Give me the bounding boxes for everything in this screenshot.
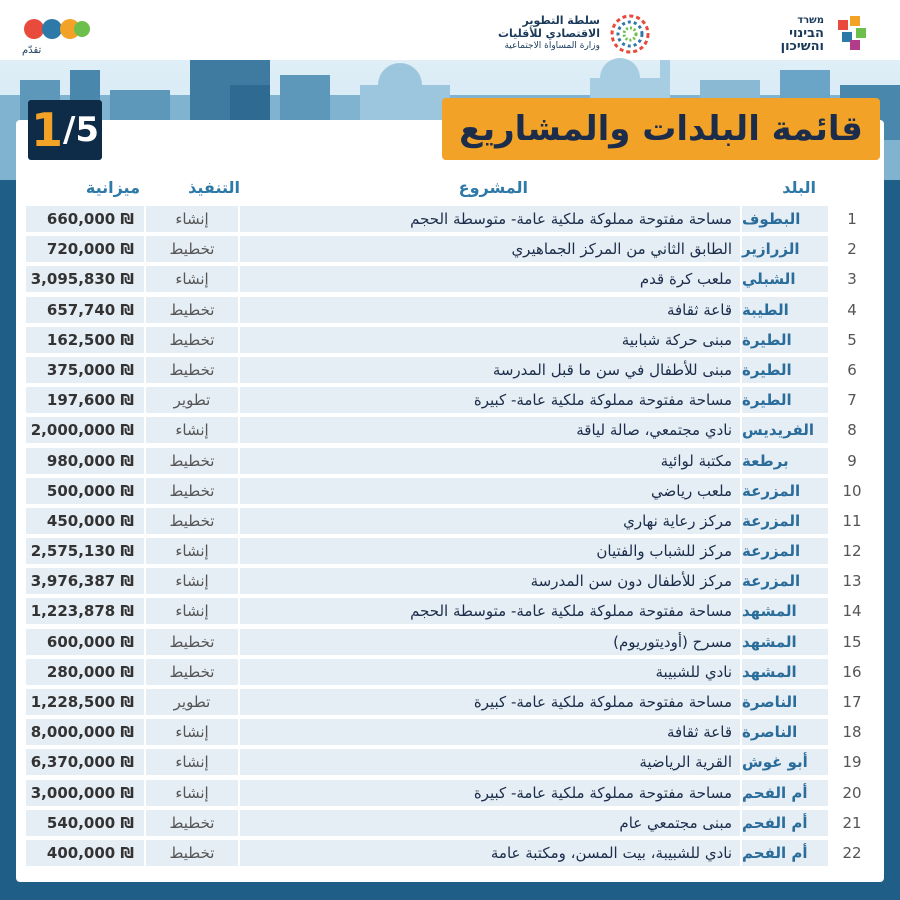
budget-cell: 720,000 ₪ bbox=[26, 236, 144, 262]
project-cell: قاعة ثقافة bbox=[240, 297, 740, 323]
authority-emblem-icon bbox=[608, 12, 652, 56]
town-cell: الناصرة bbox=[742, 689, 828, 715]
table-row bbox=[26, 506, 874, 536]
town-cell: المزرعة bbox=[742, 508, 828, 534]
table-row bbox=[26, 446, 874, 476]
column-header-project: المشروع bbox=[458, 178, 528, 197]
town-cell: الشبلي bbox=[742, 266, 828, 292]
row-number: 9 bbox=[830, 448, 874, 474]
ministry-emblem-icon bbox=[830, 12, 874, 56]
project-cell: مساحة مفتوحة مملوكة ملكية عامة- متوسطة الحجم bbox=[240, 206, 740, 232]
execution-cell: تخطيط bbox=[146, 508, 238, 534]
row-number: 19 bbox=[830, 749, 874, 775]
town-cell: الطيرة bbox=[742, 357, 828, 383]
execution-cell: تخطيط bbox=[146, 448, 238, 474]
table-row bbox=[26, 385, 874, 415]
execution-cell: إنشاء bbox=[146, 749, 238, 775]
project-cell: مساحة مفتوحة مملوكة ملكية عامة- كبيرة bbox=[240, 780, 740, 806]
budget-cell: 8,000,000 ₪ bbox=[26, 719, 144, 745]
town-cell: المزرعة bbox=[742, 568, 828, 594]
table-row bbox=[26, 415, 874, 445]
project-cell: نادي للشبيبة، بيت المسن، ومكتبة عامة bbox=[240, 840, 740, 866]
budget-cell: 1,223,878 ₪ bbox=[26, 598, 144, 624]
row-number: 4 bbox=[830, 297, 874, 323]
budget-cell: 197,600 ₪ bbox=[26, 387, 144, 413]
table-row bbox=[26, 778, 874, 808]
project-cell: ملعب كرة قدم bbox=[240, 266, 740, 292]
execution-cell: إنشاء bbox=[146, 266, 238, 292]
execution-cell: تطوير bbox=[146, 387, 238, 413]
project-cell: نادي مجتمعي، صالة لياقة bbox=[240, 417, 740, 443]
execution-cell: إنشاء bbox=[146, 719, 238, 745]
logo-bar bbox=[0, 8, 900, 60]
row-number: 16 bbox=[830, 659, 874, 685]
page-indicator-current: 1 bbox=[30, 103, 63, 157]
table-row bbox=[26, 234, 874, 264]
authority-logo bbox=[482, 12, 652, 58]
town-cell: المزرعة bbox=[742, 478, 828, 504]
budget-cell: 2,000,000 ₪ bbox=[26, 417, 144, 443]
table-row bbox=[26, 717, 874, 747]
town-cell: المزرعة bbox=[742, 538, 828, 564]
table-body bbox=[26, 204, 874, 868]
table-row bbox=[26, 476, 874, 506]
project-cell: الطابق الثاني من المركز الجماهيري bbox=[240, 236, 740, 262]
execution-cell: تخطيط bbox=[146, 810, 238, 836]
row-number: 15 bbox=[830, 629, 874, 655]
row-number: 10 bbox=[830, 478, 874, 504]
execution-cell: تخطيط bbox=[146, 629, 238, 655]
row-number: 14 bbox=[830, 598, 874, 624]
budget-cell: 3,000,000 ₪ bbox=[26, 780, 144, 806]
project-cell: مبنى مجتمعي عام bbox=[240, 810, 740, 836]
budget-cell: 3,976,387 ₪ bbox=[26, 568, 144, 594]
town-cell: الناصرة bbox=[742, 719, 828, 745]
town-cell: الزرازير bbox=[742, 236, 828, 262]
budget-cell: 162,500 ₪ bbox=[26, 327, 144, 353]
execution-cell: تطوير bbox=[146, 689, 238, 715]
project-cell: قاعة ثقافة bbox=[240, 719, 740, 745]
table-row bbox=[26, 657, 874, 687]
town-cell: المشهد bbox=[742, 629, 828, 655]
column-header-execution: التنفيذ bbox=[188, 178, 240, 197]
row-number: 21 bbox=[830, 810, 874, 836]
execution-cell: تخطيط bbox=[146, 236, 238, 262]
page-indicator bbox=[28, 100, 102, 160]
ministry-logo-line2: הבינוי bbox=[789, 26, 824, 41]
row-number: 5 bbox=[830, 327, 874, 353]
column-header-budget: ميزانية bbox=[85, 178, 140, 197]
town-cell: أم الفحم bbox=[742, 810, 828, 836]
project-cell: نادي للشبيبة bbox=[240, 659, 740, 685]
project-cell: مساحة مفتوحة مملوكة ملكية عامة- متوسطة الحجم bbox=[240, 598, 740, 624]
project-cell: مسرح (أوديتوريوم) bbox=[240, 629, 740, 655]
budget-cell: 2,575,130 ₪ bbox=[26, 538, 144, 564]
budget-cell: 6,370,000 ₪ bbox=[26, 749, 144, 775]
left-logo-text: تقدّم bbox=[22, 45, 42, 56]
row-number: 2 bbox=[830, 236, 874, 262]
ministry-logo-line3: והשיכון bbox=[780, 39, 824, 54]
page-indicator-total: /5 bbox=[62, 110, 100, 150]
project-cell: مركز رعاية نهاري bbox=[240, 508, 740, 534]
authority-logo-line1: سلطة التطوير bbox=[522, 14, 600, 27]
table-row bbox=[26, 566, 874, 596]
table-row bbox=[26, 687, 874, 717]
row-number: 7 bbox=[830, 387, 874, 413]
project-cell: مبنى حركة شبابية bbox=[240, 327, 740, 353]
row-number: 12 bbox=[830, 538, 874, 564]
budget-cell: 540,000 ₪ bbox=[26, 810, 144, 836]
row-number: 17 bbox=[830, 689, 874, 715]
row-number: 6 bbox=[830, 357, 874, 383]
budget-cell: 3,095,830 ₪ bbox=[26, 266, 144, 292]
row-number: 11 bbox=[830, 508, 874, 534]
ministry-logo-line1: משרד bbox=[797, 15, 824, 26]
table-row bbox=[26, 204, 874, 234]
project-cell: القرية الرياضية bbox=[240, 749, 740, 775]
budget-cell: 280,000 ₪ bbox=[26, 659, 144, 685]
execution-cell: تخطيط bbox=[146, 840, 238, 866]
town-cell: أبو غوش bbox=[742, 749, 828, 775]
column-header-town: البلد bbox=[782, 178, 816, 197]
town-cell: الطيرة bbox=[742, 387, 828, 413]
town-cell: الطيرة bbox=[742, 327, 828, 353]
execution-cell: تخطيط bbox=[146, 357, 238, 383]
execution-cell: إنشاء bbox=[146, 598, 238, 624]
project-cell: مساحة مفتوحة مملوكة ملكية عامة- كبيرة bbox=[240, 387, 740, 413]
table-row bbox=[26, 355, 874, 385]
project-cell: مركز للأطفال دون سن المدرسة bbox=[240, 568, 740, 594]
project-cell: ملعب رياضي bbox=[240, 478, 740, 504]
town-cell: المشهد bbox=[742, 659, 828, 685]
title-banner bbox=[442, 98, 880, 160]
execution-cell: إنشاء bbox=[146, 417, 238, 443]
left-logo bbox=[22, 14, 92, 58]
town-cell: أم الفحم bbox=[742, 780, 828, 806]
table-row bbox=[26, 627, 874, 657]
ministry-logo bbox=[744, 10, 874, 58]
execution-cell: إنشاء bbox=[146, 568, 238, 594]
row-number: 1 bbox=[830, 206, 874, 232]
town-cell: برطعة bbox=[742, 448, 828, 474]
table-row bbox=[26, 295, 874, 325]
town-cell: البطوف bbox=[742, 206, 828, 232]
table-row bbox=[26, 596, 874, 626]
row-number: 18 bbox=[830, 719, 874, 745]
page-title: قائمة البلدات والمشاريع bbox=[459, 109, 863, 149]
budget-cell: 600,000 ₪ bbox=[26, 629, 144, 655]
left-logo-emblem-icon bbox=[22, 14, 92, 44]
table-header bbox=[26, 178, 874, 200]
execution-cell: تخطيط bbox=[146, 659, 238, 685]
budget-cell: 657,740 ₪ bbox=[26, 297, 144, 323]
budget-cell: 1,228,500 ₪ bbox=[26, 689, 144, 715]
budget-cell: 375,000 ₪ bbox=[26, 357, 144, 383]
project-cell: مركز للشباب والفتيان bbox=[240, 538, 740, 564]
authority-logo-line3: وزارة المساواة الاجتماعية bbox=[504, 41, 600, 51]
row-number: 20 bbox=[830, 780, 874, 806]
execution-cell: إنشاء bbox=[146, 206, 238, 232]
budget-cell: 450,000 ₪ bbox=[26, 508, 144, 534]
row-number: 8 bbox=[830, 417, 874, 443]
table-row bbox=[26, 838, 874, 868]
authority-logo-line2: الاقتصادي للأقليات bbox=[497, 27, 600, 40]
budget-cell: 500,000 ₪ bbox=[26, 478, 144, 504]
table-row bbox=[26, 747, 874, 777]
budget-cell: 660,000 ₪ bbox=[26, 206, 144, 232]
row-number: 3 bbox=[830, 266, 874, 292]
town-cell: المشهد bbox=[742, 598, 828, 624]
execution-cell: تخطيط bbox=[146, 478, 238, 504]
table-row bbox=[26, 325, 874, 355]
table-row bbox=[26, 808, 874, 838]
table-row bbox=[26, 264, 874, 294]
execution-cell: تخطيط bbox=[146, 327, 238, 353]
row-number: 13 bbox=[830, 568, 874, 594]
town-cell: أم الفحم bbox=[742, 840, 828, 866]
town-cell: الطيبة bbox=[742, 297, 828, 323]
table-row bbox=[26, 536, 874, 566]
execution-cell: إنشاء bbox=[146, 538, 238, 564]
row-number: 22 bbox=[830, 840, 874, 866]
project-cell: مبنى للأطفال في سن ما قبل المدرسة bbox=[240, 357, 740, 383]
town-cell: الفريديس bbox=[742, 417, 828, 443]
execution-cell: تخطيط bbox=[146, 297, 238, 323]
budget-cell: 400,000 ₪ bbox=[26, 840, 144, 866]
project-cell: مكتبة لوائية bbox=[240, 448, 740, 474]
execution-cell: إنشاء bbox=[146, 780, 238, 806]
budget-cell: 980,000 ₪ bbox=[26, 448, 144, 474]
project-cell: مساحة مفتوحة مملوكة ملكية عامة- كبيرة bbox=[240, 689, 740, 715]
